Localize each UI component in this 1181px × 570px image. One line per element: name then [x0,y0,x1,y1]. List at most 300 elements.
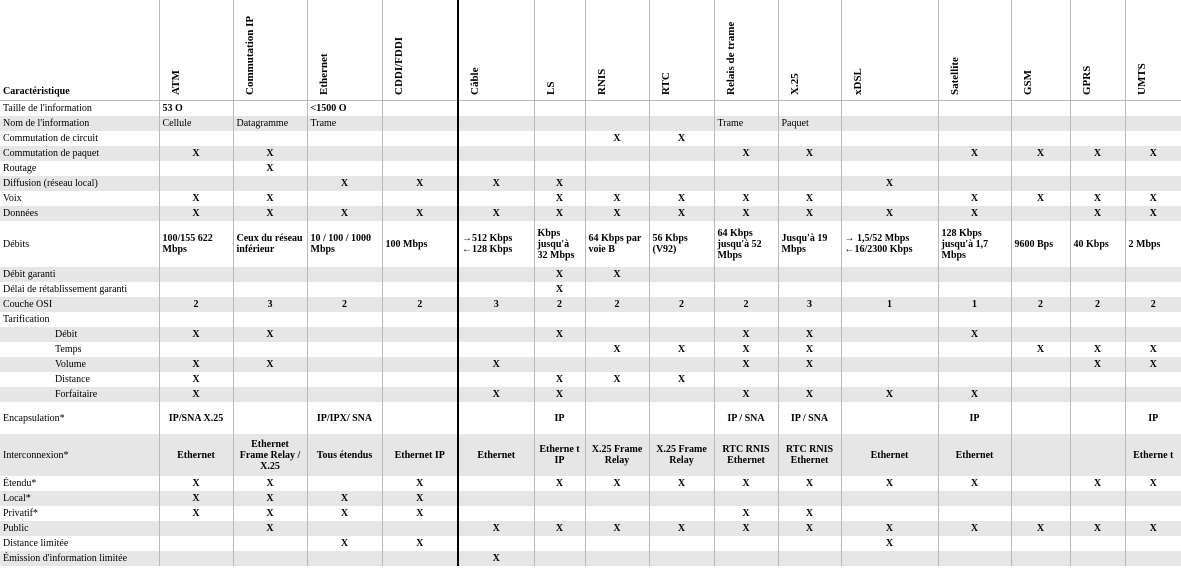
table-cell: X [534,267,585,282]
table-cell [159,536,233,551]
table-cell [778,551,841,566]
table-cell: X [938,521,1011,536]
table-cell [233,536,307,551]
column-header-label: Satellite [948,57,961,95]
table-cell: 2 [585,297,649,312]
table-cell [382,131,458,146]
table-cell: IP/IPX/ SNA [307,402,382,434]
table-cell: X [714,342,778,357]
table-cell: X [307,536,382,551]
table-cell [649,536,714,551]
table-cell [1070,161,1125,176]
table-cell: Paquet [778,116,841,131]
table-cell [1011,312,1070,327]
table-cell [841,491,938,506]
table-cell: X [841,476,938,491]
table-cell: IP [938,402,1011,434]
table-cell: X [159,191,233,206]
table-cell [938,312,1011,327]
table-cell: IP [534,402,585,434]
table-cell: X [778,191,841,206]
column-header [714,0,778,101]
table-cell [1070,491,1125,506]
column-header [649,0,714,101]
table-cell [649,267,714,282]
table-cell [649,402,714,434]
table-cell: X [458,176,534,191]
table-cell [841,372,938,387]
table-cell [382,551,458,566]
table-cell [585,312,649,327]
table-cell [159,131,233,146]
table-cell [534,131,585,146]
table-cell [1125,312,1181,327]
table-cell: Ethernet [458,434,534,476]
table-cell [585,282,649,297]
table-cell [1011,282,1070,297]
table-cell: X [1011,521,1070,536]
table-cell [938,491,1011,506]
table-cell [307,327,382,342]
row-label: Commutation de paquet [0,146,159,161]
table-cell [778,491,841,506]
table-cell [233,101,307,117]
table-cell: 10 / 100 / 1000 Mbps [307,221,382,267]
row-label: Encapsulation* [0,402,159,434]
table-cell: 2 Mbps [1125,221,1181,267]
table-cell [307,551,382,566]
table-cell: X [534,521,585,536]
table-cell [1125,536,1181,551]
table-cell: X [307,506,382,521]
table-cell [159,161,233,176]
table-cell: → 1,5/52 Mbps ←16/2300 Kbps [841,221,938,267]
table-cell [1011,327,1070,342]
table-row [0,146,1181,161]
table-cell [458,161,534,176]
table-cell [938,116,1011,131]
table-cell: X [382,536,458,551]
table-cell [534,342,585,357]
table-cell [841,116,938,131]
table-cell: X [938,206,1011,221]
row-label: Temps [0,342,159,357]
table-cell: X [1011,146,1070,161]
table-cell [382,387,458,402]
table-row [0,506,1181,521]
table-cell: X [458,357,534,372]
table-cell [649,387,714,402]
table-cell [233,387,307,402]
column-header-label: LS [544,81,557,95]
table-cell [1011,536,1070,551]
table-cell [159,551,233,566]
row-label: Émission d'information limitée [0,551,159,566]
table-cell [938,342,1011,357]
column-header [458,0,534,101]
table-cell [458,372,534,387]
table-cell: X [307,176,382,191]
table-cell [938,267,1011,282]
table-cell [714,282,778,297]
table-row [0,221,1181,267]
row-label: Routage [0,161,159,176]
table-cell: X [841,206,938,221]
table-cell: 40 Kbps [1070,221,1125,267]
row-label: Débit [0,327,159,342]
table-cell: IP / SNA [778,402,841,434]
row-label: Voix [0,191,159,206]
table-cell: X [1125,146,1181,161]
table-cell [1125,506,1181,521]
table-cell [938,506,1011,521]
table-cell [778,372,841,387]
table-row [0,536,1181,551]
table-cell [1125,116,1181,131]
table-cell [938,131,1011,146]
table-cell: X [585,267,649,282]
table-cell [714,372,778,387]
table-cell: X [938,191,1011,206]
table-cell: Trame [307,116,382,131]
table-cell: Ethernet [841,434,938,476]
table-row [0,402,1181,434]
table-row [0,387,1181,402]
table-cell [778,312,841,327]
row-label: Nom de l'information [0,116,159,131]
table-cell [585,402,649,434]
table-cell: X [778,342,841,357]
table-cell [938,536,1011,551]
table-cell: X [1011,342,1070,357]
row-label: Données [0,206,159,221]
table-cell [714,491,778,506]
table-cell [458,327,534,342]
table-cell: IP / SNA [714,402,778,434]
table-cell: X [1070,342,1125,357]
table-cell [382,191,458,206]
table-cell [382,342,458,357]
table-cell [1070,536,1125,551]
column-header-label: X.25 [788,73,801,95]
table-row [0,372,1181,387]
table-cell [649,116,714,131]
table-row [0,191,1181,206]
table-cell: X [307,491,382,506]
table-cell [841,327,938,342]
column-header [841,0,938,101]
table-cell: X [1070,357,1125,372]
table-cell: 2 [1125,297,1181,312]
column-header [382,0,458,101]
table-cell [1125,551,1181,566]
table-cell [1011,267,1070,282]
table-cell [307,521,382,536]
table-row [0,297,1181,312]
row-label: Taille de l'information [0,101,159,117]
table-cell [1011,357,1070,372]
table-cell: IP/SNA X.25 [159,402,233,434]
table-cell [585,536,649,551]
table-cell: X [585,372,649,387]
table-cell: X [233,206,307,221]
row-label: Commutation de circuit [0,131,159,146]
table-row [0,521,1181,536]
table-cell: Ceux du réseau inférieur [233,221,307,267]
table-cell: X [778,327,841,342]
table-cell: X [382,176,458,191]
column-header-label: RTC [659,72,672,95]
table-cell [1070,267,1125,282]
row-label: Tarification [0,312,159,327]
table-cell [458,476,534,491]
table-cell [233,131,307,146]
table-cell: 2 [307,297,382,312]
table-cell [534,551,585,566]
table-cell [1125,131,1181,146]
table-cell [841,267,938,282]
table-cell [778,267,841,282]
table-cell [534,357,585,372]
table-cell: X [778,387,841,402]
table-cell: RTC RNIS Ethernet [714,434,778,476]
table-cell: X [233,191,307,206]
table-cell [1070,551,1125,566]
table-cell [1125,176,1181,191]
table-cell: X [1070,206,1125,221]
table-cell [938,372,1011,387]
table-cell [534,506,585,521]
table-cell [1125,267,1181,282]
table-cell [841,131,938,146]
table-cell: 2 [159,297,233,312]
row-label: Distance [0,372,159,387]
table-cell: X [534,387,585,402]
table-cell [233,372,307,387]
table-cell: X.25 Frame Relay [585,434,649,476]
table-cell [841,101,938,117]
table-cell [534,491,585,506]
table-cell: 3 [778,297,841,312]
table-cell: X [159,206,233,221]
column-header-label: Câble [469,67,481,95]
table-cell [585,357,649,372]
table-cell [382,312,458,327]
table-cell [382,282,458,297]
table-cell: X [778,476,841,491]
table-cell: X [841,176,938,191]
table-cell: X [841,521,938,536]
table-cell [1011,206,1070,221]
table-row [0,312,1181,327]
table-cell: Jusqu'à 19 Mbps [778,221,841,267]
table-cell: 64 Kbps jusqu'à 52 Mbps [714,221,778,267]
table-cell: X [159,372,233,387]
table-cell: X [778,206,841,221]
table-cell: X [778,521,841,536]
table-cell [307,357,382,372]
column-header-label: Relais de trame [724,21,737,95]
table-cell [382,357,458,372]
table-cell: RTC RNIS Ethernet [778,434,841,476]
row-label: Couche OSI [0,297,159,312]
table-cell: X [159,146,233,161]
table-cell [1011,161,1070,176]
table-cell: X [159,327,233,342]
column-header-label: ATM [169,70,182,95]
table-cell: X [233,491,307,506]
table-cell: X [233,506,307,521]
table-row [0,491,1181,506]
table-cell [307,131,382,146]
table-cell [1070,372,1125,387]
table-cell: X [778,146,841,161]
table-cell: Etherne t [1125,434,1181,476]
table-cell: X [778,357,841,372]
table-cell [1070,176,1125,191]
table-row [0,357,1181,372]
table-cell [938,161,1011,176]
table-cell: X [458,521,534,536]
table-cell [307,161,382,176]
row-label: Interconnexion* [0,434,159,476]
column-header-label: RNIS [595,68,608,95]
header-row [0,0,1181,101]
column-header-label: GPRS [1080,65,1093,95]
table-cell: X [458,551,534,566]
table-cell [1011,506,1070,521]
table-cell [841,342,938,357]
column-header [159,0,233,101]
table-cell [714,312,778,327]
table-cell [649,176,714,191]
table-row [0,434,1181,476]
table-cell [1011,116,1070,131]
table-cell [307,191,382,206]
table-cell [233,312,307,327]
table-cell: X [1125,206,1181,221]
table-cell [458,101,534,117]
table-cell [778,161,841,176]
table-cell [458,342,534,357]
table-cell [458,146,534,161]
table-cell: X [714,521,778,536]
table-cell: X [841,536,938,551]
table-cell [714,267,778,282]
table-cell: X [534,372,585,387]
table-cell [233,176,307,191]
table-cell [1125,101,1181,117]
table-cell: 2 [534,297,585,312]
table-cell: X [938,327,1011,342]
table-cell: X [585,206,649,221]
row-label: Débit garanti [0,267,159,282]
table-cell [458,402,534,434]
table-cell: X [534,282,585,297]
table-cell [585,551,649,566]
table-row [0,206,1181,221]
table-cell: <1500 O [307,101,382,117]
table-cell: X [714,357,778,372]
table-cell [458,131,534,146]
row-label: Diffusion (réseau local) [0,176,159,191]
table-cell: 3 [458,297,534,312]
table-cell: X [233,476,307,491]
table-cell [714,551,778,566]
table-cell: X [1125,342,1181,357]
table-cell [159,521,233,536]
table-cell [458,536,534,551]
table-cell: Etherne t IP [534,434,585,476]
column-header-label: CDDI/FDDI [392,36,405,95]
table-cell: X [938,476,1011,491]
table-cell [841,357,938,372]
table-cell [938,282,1011,297]
table-cell [1070,116,1125,131]
table-cell [1070,506,1125,521]
table-cell [1070,131,1125,146]
table-cell: X [534,191,585,206]
table-cell [841,506,938,521]
table-cell: Ethernet [938,434,1011,476]
table-cell: Trame [714,116,778,131]
table-cell [382,402,458,434]
table-cell: X [1125,476,1181,491]
table-cell [649,282,714,297]
table-cell: X [458,206,534,221]
table-cell [1011,491,1070,506]
table-cell: X [585,476,649,491]
table-cell [307,146,382,161]
table-cell [938,176,1011,191]
column-header [938,0,1011,101]
table-cell: X [714,387,778,402]
table-cell [649,551,714,566]
table-cell [649,161,714,176]
table-cell: X [1125,191,1181,206]
table-cell [1011,476,1070,491]
table-cell: Ethernet [159,434,233,476]
column-header-label: Commutation IP [243,15,256,95]
table-cell: X [649,342,714,357]
column-header [233,0,307,101]
table-row [0,551,1181,566]
table-cell: 9600 Bps [1011,221,1070,267]
table-row [0,131,1181,146]
table-cell [778,536,841,551]
table-cell [534,161,585,176]
row-header-label: Caractéristique [0,0,159,101]
table-cell: 3 [233,297,307,312]
table-cell [1070,402,1125,434]
table-cell: X [382,206,458,221]
table-cell: X [1125,357,1181,372]
table-row [0,267,1181,282]
table-cell [233,342,307,357]
table-cell [233,551,307,566]
table-cell: Tous étendus [307,434,382,476]
row-label: Distance limitée [0,536,159,551]
table-cell [1011,176,1070,191]
table-cell: Ethernet IP [382,434,458,476]
table-cell: X [233,521,307,536]
table-cell: X [307,206,382,221]
table-cell [458,506,534,521]
table-cell [307,267,382,282]
table-cell: X [841,387,938,402]
table-cell: X [159,387,233,402]
table-cell [778,282,841,297]
